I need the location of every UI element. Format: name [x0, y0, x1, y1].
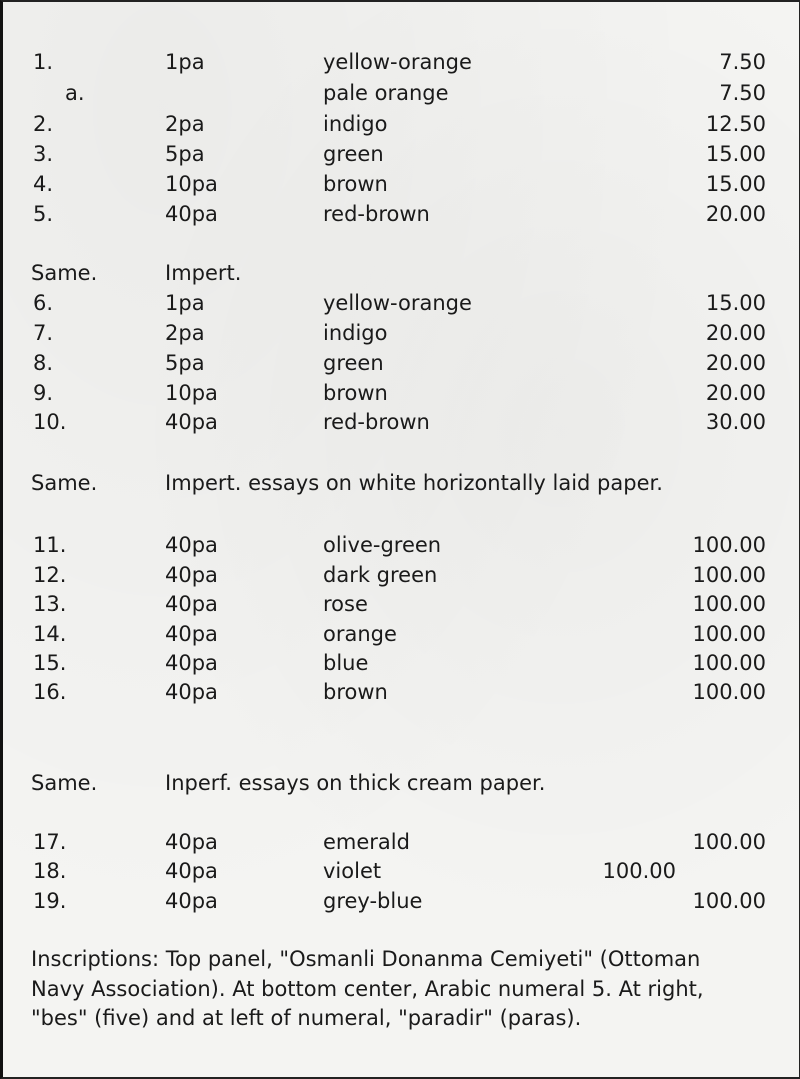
stamp-number: 5. — [33, 202, 54, 226]
section-description: Impert. — [165, 261, 242, 285]
stamp-color: orange — [323, 622, 397, 646]
stamp-denomination: 1pa — [165, 291, 205, 315]
stamp-color: green — [323, 142, 384, 166]
stamp-color: pale orange — [323, 81, 449, 105]
stamp-denomination: 10pa — [165, 381, 218, 405]
stamp-price: 15.00 — [705, 291, 766, 315]
stamp-denomination: 40pa — [165, 651, 218, 675]
stamp-denomination: 40pa — [165, 533, 218, 557]
stamp-number: 11. — [33, 533, 67, 557]
stamp-number: 13. — [33, 592, 67, 616]
stamp-color: yellow-orange — [323, 50, 472, 74]
stamp-number: 2. — [33, 112, 54, 136]
section-heading — [3, 468, 800, 498]
section-label: Same. — [31, 471, 98, 495]
stamp-number: 17. — [33, 830, 67, 854]
list-item — [3, 140, 800, 168]
stamp-denomination: 40pa — [165, 859, 218, 883]
stamp-price: 20.00 — [705, 351, 766, 375]
list-item — [3, 828, 800, 856]
stamp-denomination: 1pa — [165, 50, 205, 74]
list-item — [3, 79, 800, 107]
stamp-price: 100.00 — [692, 830, 766, 854]
stamp-color: dark green — [323, 563, 438, 587]
section-description: Impert. essays on white horizontally laid paper. — [165, 471, 663, 495]
stamp-number: 10. — [33, 410, 67, 434]
stamp-denomination: 5pa — [165, 351, 205, 375]
stamp-denomination: 40pa — [165, 680, 218, 704]
stamp-color: brown — [323, 172, 388, 196]
stamp-price: 100.00 — [692, 651, 766, 675]
stamp-denomination: 40pa — [165, 830, 218, 854]
stamp-denomination: 40pa — [165, 889, 218, 913]
stamp-price: 7.50 — [719, 50, 766, 74]
list-item — [3, 561, 800, 589]
stamp-number: 19. — [33, 889, 67, 913]
list-item — [3, 319, 800, 347]
stamp-number: 9. — [33, 381, 54, 405]
stamp-variety: a. — [65, 81, 85, 105]
stamp-color: brown — [323, 381, 388, 405]
list-item — [3, 289, 800, 317]
stamp-color: yellow-orange — [323, 291, 472, 315]
list-item — [3, 408, 800, 436]
stamp-color: rose — [323, 592, 368, 616]
list-item — [3, 48, 800, 76]
stamp-price: 20.00 — [705, 321, 766, 345]
list-item — [3, 170, 800, 198]
stamp-number: 14. — [33, 622, 67, 646]
stamp-price: 7.50 — [719, 81, 766, 105]
stamp-number: 15. — [33, 651, 67, 675]
list-item — [3, 857, 800, 885]
list-item — [3, 349, 800, 377]
list-item — [3, 200, 800, 228]
stamp-number: 12. — [33, 563, 67, 587]
stamp-number: 6. — [33, 291, 54, 315]
stamp-color: indigo — [323, 321, 388, 345]
stamp-denomination: 40pa — [165, 622, 218, 646]
stamp-number: 16. — [33, 680, 67, 704]
stamp-number: 8. — [33, 351, 54, 375]
stamp-price: 20.00 — [705, 202, 766, 226]
stamp-price: 30.00 — [705, 410, 766, 434]
stamp-number: 18. — [33, 859, 67, 883]
section-label: Same. — [31, 261, 98, 285]
list-item — [3, 590, 800, 618]
stamp-denomination: 2pa — [165, 321, 205, 345]
stamp-number: 3. — [33, 142, 54, 166]
list-item — [3, 887, 800, 915]
stamp-color: green — [323, 351, 384, 375]
list-item — [3, 649, 800, 677]
stamp-number: 7. — [33, 321, 54, 345]
section-label: Same. — [31, 771, 98, 795]
section-description: Inperf. essays on thick cream paper. — [165, 771, 546, 795]
stamp-number: 4. — [33, 172, 54, 196]
list-item — [3, 678, 800, 706]
stamp-price: 20.00 — [705, 381, 766, 405]
stamp-price: 100.00 — [692, 533, 766, 557]
list-item — [3, 110, 800, 138]
stamp-price: 100.00 — [692, 622, 766, 646]
list-item — [3, 620, 800, 648]
stamp-denomination: 40pa — [165, 592, 218, 616]
stamp-price: 12.50 — [705, 112, 766, 136]
list-item — [3, 379, 800, 407]
stamp-color: grey-blue — [323, 889, 423, 913]
stamp-denomination: 40pa — [165, 563, 218, 587]
stamp-color: brown — [323, 680, 388, 704]
stamp-color: olive-green — [323, 533, 442, 557]
stamp-denomination: 40pa — [165, 410, 218, 434]
stamp-price: 100.00 — [692, 889, 766, 913]
section-heading — [3, 768, 800, 798]
stamp-price: 15.00 — [705, 172, 766, 196]
stamp-denomination: 40pa — [165, 202, 218, 226]
stamp-denomination: 5pa — [165, 142, 205, 166]
stamp-color: red-brown — [323, 410, 430, 434]
stamp-price: 100.00 — [692, 563, 766, 587]
inscriptions-note: Inscriptions: Top panel, "Osmanli Donanma Cemiyeti" (Ottoman Navy Association). At bottom center, Arabic numeral 5. At right, "bes" (five) and at left of numeral, "paradir" (paras). — [31, 947, 704, 1030]
stamp-color: red-brown — [323, 202, 430, 226]
stamp-price: 15.00 — [705, 142, 766, 166]
stamp-denomination: 2pa — [165, 112, 205, 136]
stamp-price: 100.00 — [692, 680, 766, 704]
stamp-color: blue — [323, 651, 369, 675]
stamp-denomination: 10pa — [165, 172, 218, 196]
stamp-number: 1. — [33, 50, 54, 74]
stamp-price: 100.00 — [602, 859, 676, 883]
stamp-color: indigo — [323, 112, 388, 136]
stamp-color: emerald — [323, 830, 410, 854]
list-item — [3, 531, 800, 559]
stamp-color: violet — [323, 859, 382, 883]
section-heading — [3, 258, 800, 288]
stamp-price: 100.00 — [692, 592, 766, 616]
